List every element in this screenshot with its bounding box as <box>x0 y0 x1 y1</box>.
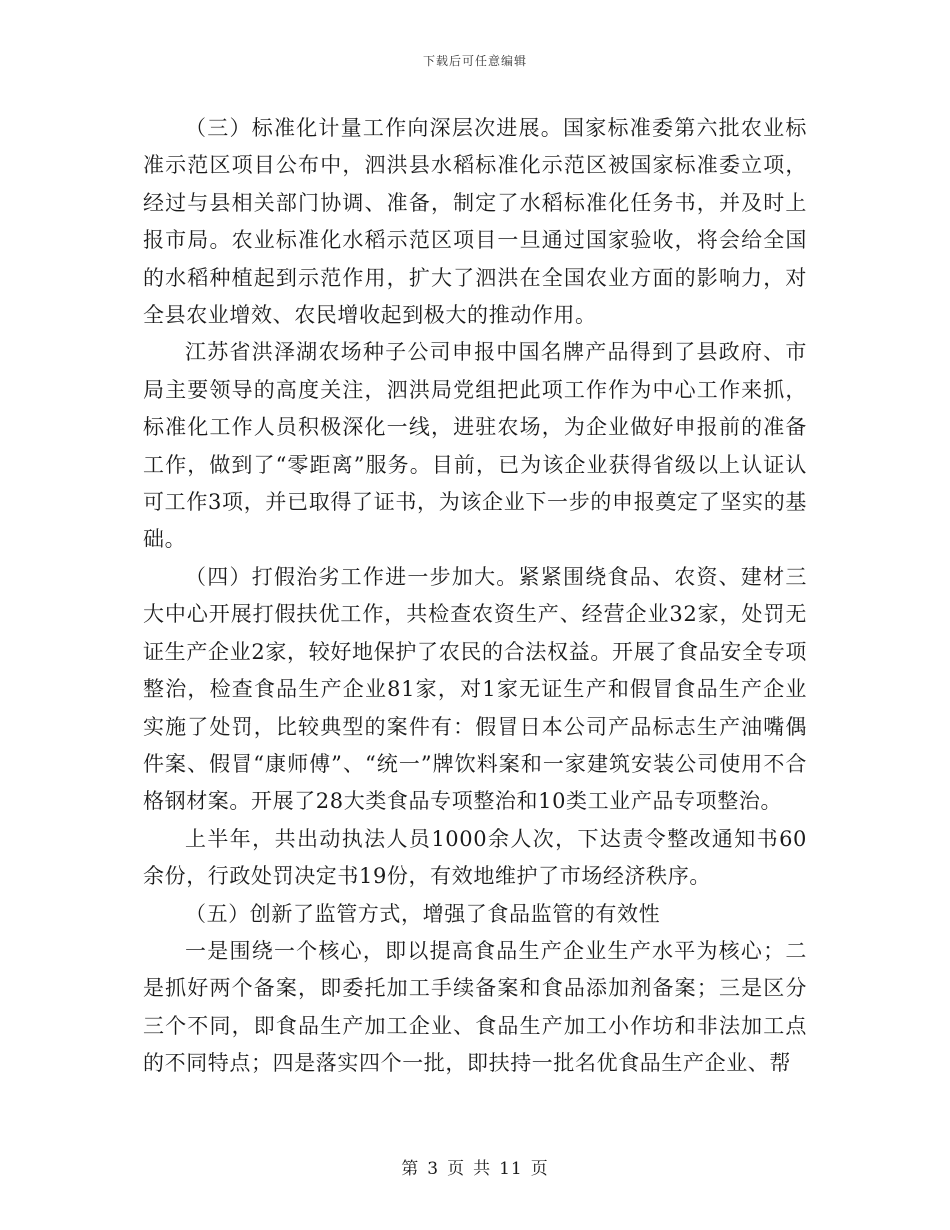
paragraph-seed-company: 江苏省洪泽湖农场种子公司申报中国名牌产品得到了县政府、市局主要领导的高度关注，泗洪局党组把此项工作作为中心工作来抓，标准化工作人员积极深化一线，进驻农场，为企业做好申报前的准备工作，做到了“零距离”服务。目前，已为该企业获得省级以上认证认可工作3项，并已取得了证书，为该企业下一步的申报奠定了坚实的基础。 <box>143 340 807 552</box>
paragraph-core-measures: 一是围绕一个核心，即以提高食品生产企业生产水平为核心；二是抓好两个备案，即委托加工手续备案和食品添加剂备案；三是区分三个不同，即食品生产加工企业、食品生产加工小作坊和非法加工点的不同特点；四是落实四个一批，即扶持一批名优食品生产企业、帮 <box>143 938 807 1076</box>
paragraph-enforcement-stats: 上半年，共出动执法人员1000余人次，下达责令整改通知书60余份，行政处罚决定书19份，有效地维护了市场经济秩序。 <box>143 826 807 889</box>
paragraph-innovation-heading: （五）创新了监管方式，增强了食品监管的有效性 <box>185 901 661 926</box>
page-header: 下载后可任意编辑 <box>422 54 527 68</box>
document-body <box>143 110 807 1083</box>
footer-total-label: 共 <box>473 1159 492 1179</box>
footer-page-unit: 页 <box>447 1159 466 1179</box>
footer-page-label: 第 <box>401 1159 420 1179</box>
paragraph-anti-counterfeit: （四）打假治劣工作进一步加大。紧紧围绕食品、农资、建材三大中心开展打假扶优工作，共检查农资生产、经营企业32家，处罚无证生产企业2家，较好地保护了农民的合法权益。开展了食品安全专项整治，检查食品生产企业81家，对1家无证生产和假冒食品生产企业实施了处罚，比较典型的案件有：假冒日本公司产品标志生产油嘴偶件案、假冒“康师傅”、“统一”牌饮料案和一家建筑安装公司使用不合格钢材案。开展了28大类食品专项整治和10类工业产品专项整治。 <box>143 564 807 814</box>
footer-total-pages: 11 <box>499 1159 523 1179</box>
footer-total-unit: 页 <box>530 1159 549 1179</box>
paragraph-standardization: （三）标准化计量工作向深层次进展。国家标准委第六批农业标准示范区项目公布中，泗洪县水稻标准化示范区被国家标准委立项，经过与县相关部门协调、准备，制定了水稻标准化任务书，并及时上报市局。农业标准化水稻示范区项目一旦通过国家验收，将会给全国的水稻种植起到示范作用，扩大了泗洪在全国农业方面的影响力，对全县农业增效、农民增收起到极大的推动作用。 <box>143 116 807 328</box>
page-footer <box>0 1154 950 1179</box>
footer-page-number: 3 <box>427 1159 440 1179</box>
